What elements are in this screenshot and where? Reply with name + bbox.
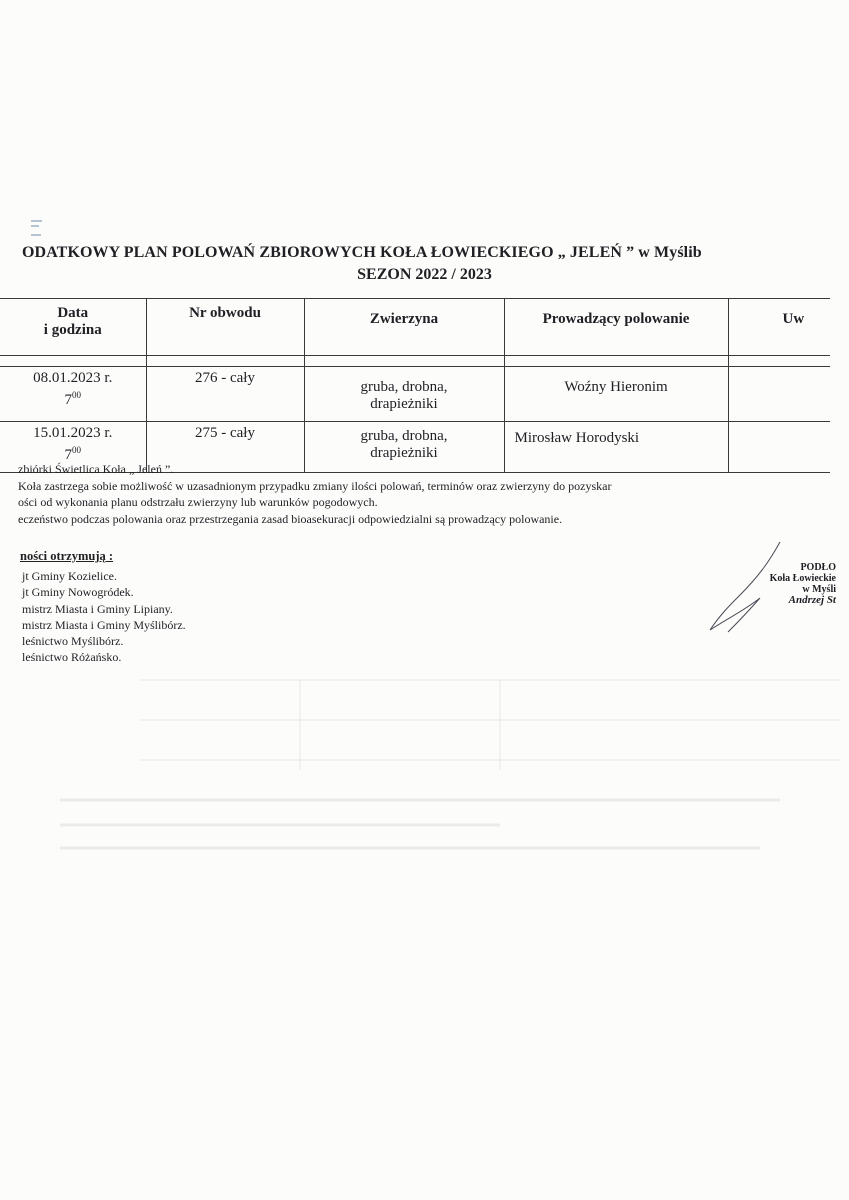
margin-mark-icon [30, 218, 44, 240]
list-item: leśnictwo Myślibórz. [22, 634, 124, 649]
note-line: ości od wykonania planu odstrzału zwierzyny lub warunków pogodowych. [18, 495, 378, 509]
signature-name: Andrzej St [788, 594, 836, 606]
table-row [0, 367, 830, 422]
note-line: zbiórki Świetlica Koła „ Jeleń ”. [18, 462, 174, 476]
header-notes: Uw [728, 299, 830, 356]
row-date: 08.01.2023 r. $7^{00}$ [0, 367, 146, 422]
row-notes [728, 367, 830, 422]
note-line: eczeństwo podczas polowania oraz przestrzegania zasad bioasekuracji odpowiedzialni są prowadzący polowanie. [18, 511, 563, 526]
row-leader: Mirosław Horodyski [504, 422, 728, 473]
hunting-plan-table [0, 298, 830, 473]
recipients-heading: ności otrzymują : [20, 549, 114, 563]
row-game: gruba, drobna, drapieżniki [304, 422, 504, 473]
show-through-texture [0, 660, 849, 1000]
list-item: jt Gminy Kozielice. [22, 569, 117, 583]
row-date: 15.01.2023 r. $7^{00}$ [0, 422, 146, 473]
signature-stamp: PODŁO Koła Łowieckie w Myśli Andrzej St [726, 562, 836, 606]
header-leader: Prowadzący polowanie [504, 299, 728, 356]
row-area: 275 - cały [146, 422, 304, 473]
list-item: leśnictwo Różańsko. [22, 650, 122, 665]
header-game: Zwierzyna [304, 299, 504, 356]
row-area: 276 - cały [146, 367, 304, 422]
header-area: Nr obwodu [146, 299, 304, 356]
season-heading: SEZON 2022 / 2023 [357, 266, 492, 283]
notes-block [18, 461, 611, 527]
list-item: jt Gminy Nowogródek. [22, 585, 134, 600]
table-spacer-row [0, 356, 830, 367]
margin-mark [30, 218, 44, 243]
row-notes [728, 422, 830, 473]
note-line: Koła zastrzega sobie możliwość w uzasadnionym przypadku zmiany ilości polowań, terminów oraz zwierzyny do pozyskar [18, 478, 612, 493]
header-date: Data i godzina [0, 299, 146, 356]
document-title: ODATKOWY PLAN POLOWAŃ ZBIOROWYCH KOŁA ŁOWIECKIEGO „ JELEŃ ” w Myślib [22, 244, 702, 261]
row-game: gruba, drobna, drapieżniki [304, 367, 504, 422]
table-header-row [0, 299, 830, 356]
list-item: mistrz Miasta i Gminy Lipiany. [22, 601, 173, 616]
recipients-list [22, 568, 186, 666]
list-item: mistrz Miasta i Gminy Myślibórz. [22, 617, 186, 632]
row-leader: Woźny Hieronim [504, 367, 728, 422]
